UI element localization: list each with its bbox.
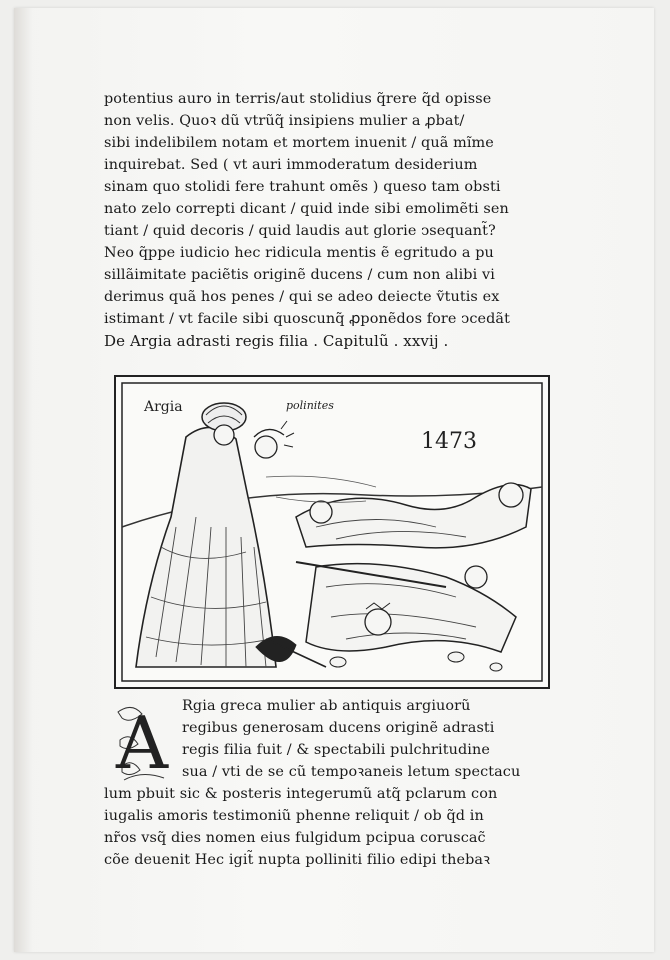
- figure-label-argia: Argia: [144, 399, 183, 415]
- text-line: non velis. Quoꝛ dũ vtrũq̃ insipiens mulier a ꝓbat/: [104, 113, 465, 129]
- chapter-heading: De Argia adrasti regis filia . Capitulũ . xxvij .: [104, 332, 449, 350]
- text-line: cõe deuenit Hec igit̃ nupta polliniti filio edipi thebaꝛ: [104, 852, 490, 868]
- text-line: sinam quo stolidi fere trahunt omẽs ) queso tam obsti: [104, 179, 501, 195]
- woodcut-drawing: [116, 377, 548, 687]
- woodcut-illustration: [114, 375, 550, 689]
- text-line: Rgia greca mulier ab antiquis argiuorũ: [182, 698, 471, 714]
- text-line: iugalis amoris testimoniũ phenne reliquit / ob q̃d in: [104, 808, 484, 824]
- text-line: potentius auro in terris/aut stolidius q̃rere q̃d opisse: [104, 91, 492, 107]
- page-gutter: [14, 8, 32, 952]
- handwritten-year: 1473: [421, 429, 477, 454]
- text-line: derimus quã hos penes / qui se adeo deiecte ṽtutis ex: [104, 289, 500, 305]
- text-line: regis filia fuit / & spectabili pulchritudine: [182, 742, 490, 758]
- initial-letter-text: A: [116, 701, 168, 785]
- text-line: regibus generosam ducens originẽ adrasti: [182, 720, 495, 736]
- text-line: sibi indelibilem notam et mortem inuenit / quã mĩme: [104, 135, 494, 151]
- text-line: nato zelo correpti dicant / quid inde sibi emolimẽti sen: [104, 201, 509, 217]
- bottom-text-block: [104, 695, 564, 871]
- text-line: sua / vti de se cũ tempoꝛaneis letum spectacu: [182, 764, 521, 780]
- text-line: Neo q̃ppe iudicio hec ridicula mentis ẽ egritudo a pu: [104, 245, 494, 261]
- text-line: istimant / vt facile sibi quoscunq̃ ꝓponẽdos fore ↄcedãt: [104, 311, 510, 327]
- top-text-block: [104, 88, 564, 352]
- text-line: nr̃os vsq̃ dies nomen eius fulgidum pcipua coruscac̃: [104, 830, 486, 846]
- text-line: tiant / quid decoris / quid laudis aut glorie ↄsequant̃?: [104, 223, 496, 239]
- text-line: inquirebat. Sed ( vt auri immoderatum desiderium: [104, 157, 478, 173]
- text-line: lum pbuit sic & posteris integerumũ atq̃ pclarum con: [104, 786, 498, 802]
- figure-label-polinites: polinites: [286, 399, 334, 412]
- text-line: sillãimitate paciẽtis originẽ ducens / cum non alibi vi: [104, 267, 495, 283]
